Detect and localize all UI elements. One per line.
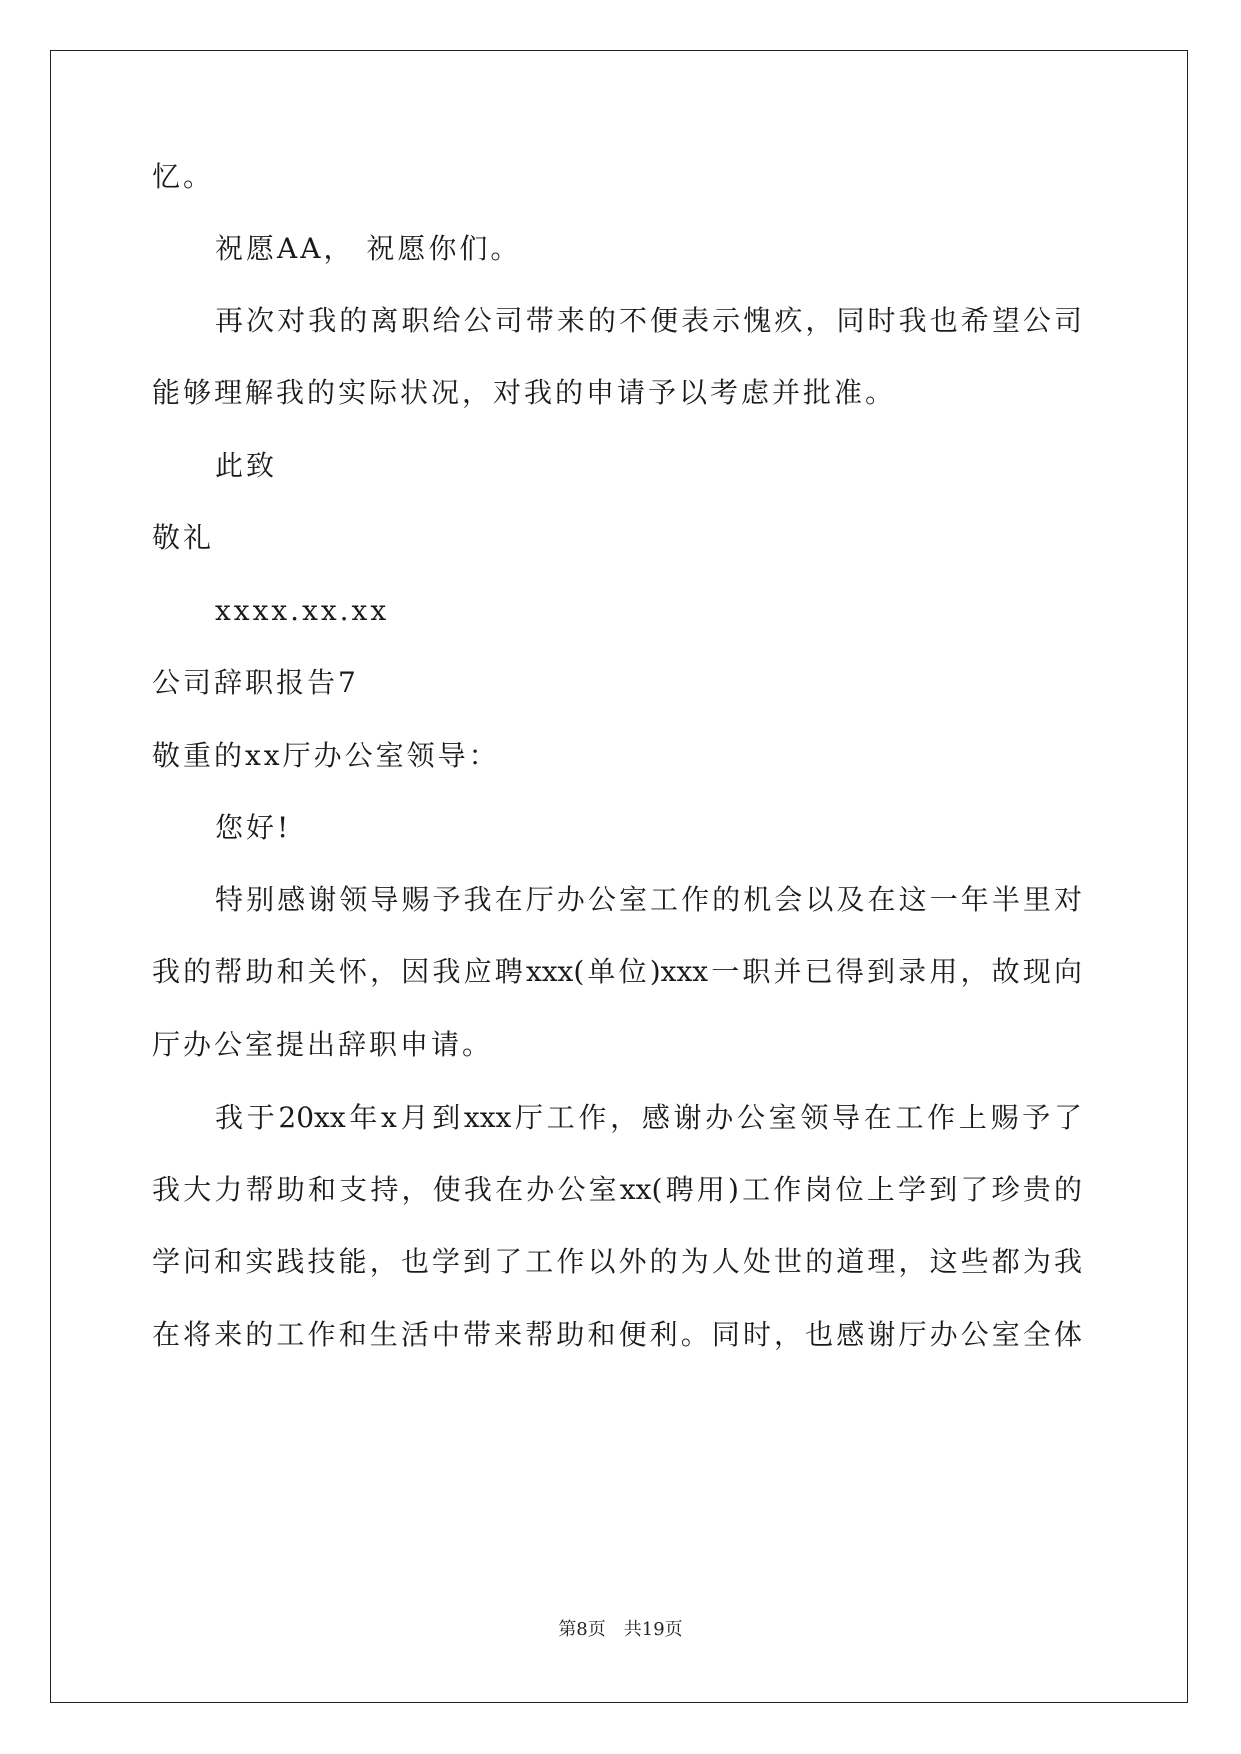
text-line: 厅办公室提出辞职申请。 bbox=[152, 1028, 494, 1061]
salutation: 敬重的xx厅办公室领导： bbox=[152, 739, 500, 772]
text-line: 此致 bbox=[215, 449, 278, 482]
text-line: 我于20xx年x月到xxx厅工作，感谢办公室领导在工作上赐予了 bbox=[215, 1101, 1082, 1134]
greeting: 您好! bbox=[215, 811, 292, 844]
text-line: 特别感谢领导赐予我在厅办公室工作的机会以及在这一年半里对 bbox=[215, 883, 1082, 916]
text-line: 祝愿AA， 祝愿你们。 bbox=[215, 232, 522, 265]
text-line: 忆。 bbox=[152, 160, 215, 193]
text-line: 再次对我的离职给公司带来的不便表示愧疚，同时我也希望公司 bbox=[215, 304, 1082, 337]
text-line: 敬礼 bbox=[152, 521, 215, 554]
text-line: 在将来的工作和生活中带来帮助和便利。同时，也感谢厅办公室全体 bbox=[152, 1318, 1082, 1351]
text-line: 我的帮助和关怀，因我应聘xxx(单位)xxx一职并已得到录用，故现向 bbox=[152, 955, 1082, 988]
section-heading: 公司辞职报告7 bbox=[152, 666, 359, 699]
text-line: 我大力帮助和支持，使我在办公室xx(聘用)工作岗位上学到了珍贵的 bbox=[152, 1173, 1082, 1206]
text-line: 能够理解我的实际状况，对我的申请予以考虑并批准。 bbox=[152, 376, 897, 409]
text-line: 学问和实践技能，也学到了工作以外的为人处世的道理，这些都为我 bbox=[152, 1245, 1082, 1278]
date-line: xxxx.xx.xx bbox=[215, 594, 390, 627]
page-number-label: 第8页 共19页 bbox=[558, 1619, 683, 1640]
page-frame bbox=[50, 50, 1188, 1703]
page-footer bbox=[0, 1618, 1241, 1642]
